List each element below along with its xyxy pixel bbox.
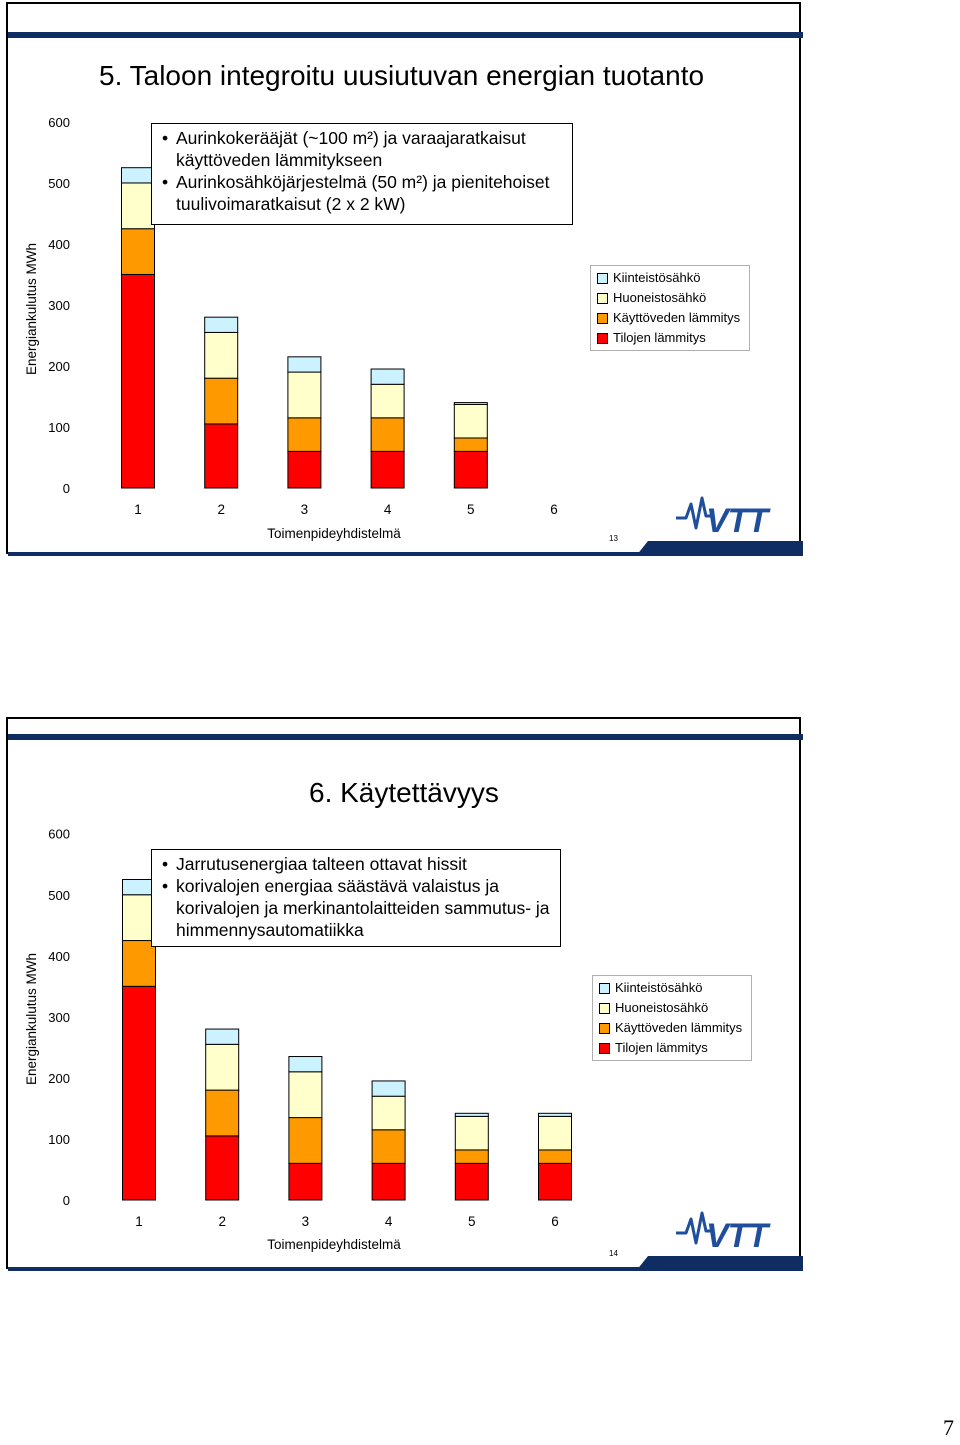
bar-segment (206, 1090, 239, 1136)
x-tick-label: 1 (135, 1214, 143, 1229)
bar-segment (455, 1163, 488, 1200)
legend-item (599, 1038, 747, 1058)
bar-segment (205, 378, 238, 424)
legend-label: Tilojen lämmitys (613, 330, 706, 345)
vtt-logo (676, 498, 771, 540)
bar-segment (205, 424, 238, 488)
bar-segment (122, 229, 155, 275)
legend-item (599, 978, 747, 998)
legend-swatch (597, 333, 608, 344)
y-tick-label: 100 (48, 419, 70, 435)
legend-label: Kiinteistösähkö (615, 980, 703, 995)
bar-segment (454, 404, 487, 438)
y-tick-label: 200 (48, 358, 70, 374)
x-tick-label: 1 (134, 502, 142, 517)
bar-segment (122, 274, 155, 488)
y-tick-label: 100 (48, 1131, 70, 1147)
bar-segment (288, 418, 321, 452)
legend-label: Huoneistosähkö (615, 1000, 709, 1015)
x-axis-title: Toimenpideyhdistelmä (267, 526, 401, 541)
bullet-box (151, 849, 561, 947)
chart-legend (590, 265, 750, 351)
bar-segment (123, 941, 156, 987)
x-tick-label: 3 (301, 1214, 310, 1229)
y-tick-label: 500 (48, 175, 70, 191)
bar-segment (288, 372, 321, 418)
bullet-item: • Aurinkosähköjärjestelmä (50 m²) ja pienitehoiset tuulivoimaratkaisut (2 x 2 kW) (162, 171, 566, 215)
legend-swatch (599, 1023, 610, 1034)
x-tick-label: 6 (551, 1214, 559, 1229)
bar-segment (288, 451, 321, 488)
slide-title: 5. Taloon integroitu uusiutuvan energian tuotanto (99, 60, 705, 91)
y-tick-label: 500 (48, 887, 70, 903)
logo-text: VTT (706, 1217, 768, 1255)
legend-label: Tilojen lämmitys (615, 1040, 708, 1055)
y-tick-label: 0 (62, 481, 70, 496)
y-tick-label: 0 (62, 1193, 70, 1208)
bullet-box (151, 123, 573, 225)
legend-label: Kiinteistösähkö (613, 270, 701, 285)
legend-item (597, 328, 745, 348)
bar-segment (206, 1136, 239, 1200)
legend-label: Käyttöveden lämmitys (615, 1020, 743, 1035)
x-tick-label: 5 (467, 502, 475, 517)
bar-segment (205, 332, 238, 378)
bar-segment (454, 438, 487, 451)
logo-text: VTT (706, 502, 768, 540)
y-tick-label: 300 (48, 1009, 70, 1025)
y-tick-label: 600 (48, 826, 70, 842)
bar-segment (455, 1116, 488, 1150)
slide-14 (6, 717, 801, 1269)
slide-number: 14 (609, 1249, 618, 1258)
y-axis-title: Energiankulutus MWh (24, 242, 39, 376)
bar-segment (288, 357, 321, 372)
bar-segment (289, 1072, 322, 1118)
y-tick-label: 400 (48, 236, 70, 252)
bar-segment (455, 1113, 488, 1116)
bar-segment (371, 451, 404, 488)
legend-swatch (597, 313, 608, 324)
header-bar (8, 734, 803, 740)
bar-segment (371, 418, 404, 452)
legend-item (599, 1018, 747, 1038)
bar-segment (123, 986, 156, 1200)
bar-segment (206, 1029, 239, 1044)
chart-legend (592, 975, 752, 1061)
legend-label: Käyttöveden lämmitys (613, 310, 741, 325)
y-tick-label: 600 (48, 114, 70, 130)
slide-title: 6. Käytettävyys (309, 777, 499, 808)
header-bar (8, 32, 803, 38)
page-number: 7 (943, 1415, 954, 1440)
bar-segment (371, 369, 404, 384)
y-tick-label: 200 (48, 1070, 70, 1086)
footer-tab (636, 1256, 803, 1271)
slide-number: 13 (609, 534, 618, 543)
legend-swatch (597, 273, 608, 284)
x-tick-label: 4 (383, 502, 392, 517)
bar-segment (539, 1113, 572, 1116)
x-tick-label: 5 (468, 1214, 476, 1229)
slide-13 (6, 2, 801, 554)
bar-segment (455, 1150, 488, 1163)
bar-segment (372, 1163, 405, 1200)
x-tick-label: 2 (217, 502, 225, 517)
y-tick-label: 300 (48, 297, 70, 313)
legend-swatch (599, 983, 610, 994)
bullet-item: • korivalojen energiaa säästävä valaistus ja korivalojen ja merkinantolaitteiden sammutus- ja himmennysautomatiikka (162, 875, 554, 941)
legend-item (597, 288, 745, 308)
x-tick-label: 3 (300, 502, 309, 517)
bullet-item: • Aurinkokerääjät (~100 m²) ja varaajaratkaisut käyttöveden lämmitykseen (162, 127, 566, 171)
vtt-logo (676, 1213, 771, 1255)
legend-item (599, 998, 747, 1018)
bar-segment (539, 1116, 572, 1150)
bar-segment (454, 403, 487, 405)
bullet-item: • Jarrutusenergiaa talteen ottavat hissit (162, 853, 554, 875)
y-tick-label: 400 (48, 948, 70, 964)
bar-segment (206, 1044, 239, 1090)
x-axis-title: Toimenpideyhdistelmä (267, 1237, 401, 1252)
legend-label: Huoneistosähkö (613, 290, 707, 305)
bar-segment (122, 168, 155, 183)
bar-segment (372, 1130, 405, 1164)
legend-swatch (599, 1043, 610, 1054)
legend-swatch (597, 293, 608, 304)
bar-segment (205, 317, 238, 332)
y-axis-title: Energiankulutus MWh (24, 952, 39, 1086)
bar-segment (372, 1096, 405, 1130)
bar-segment (539, 1163, 572, 1200)
x-tick-label: 6 (550, 502, 558, 517)
footer-tab (636, 541, 803, 556)
bar-segment (539, 1150, 572, 1163)
bar-segment (454, 451, 487, 488)
legend-item (597, 308, 745, 328)
bar-segment (372, 1081, 405, 1096)
bar-segment (289, 1163, 322, 1200)
x-tick-label: 4 (384, 1214, 393, 1229)
bar-segment (289, 1118, 322, 1164)
legend-swatch (599, 1003, 610, 1014)
bar-segment (122, 183, 155, 229)
x-tick-label: 2 (218, 1214, 226, 1229)
legend-item (597, 268, 745, 288)
bar-segment (371, 384, 404, 418)
bar-segment (289, 1057, 322, 1072)
